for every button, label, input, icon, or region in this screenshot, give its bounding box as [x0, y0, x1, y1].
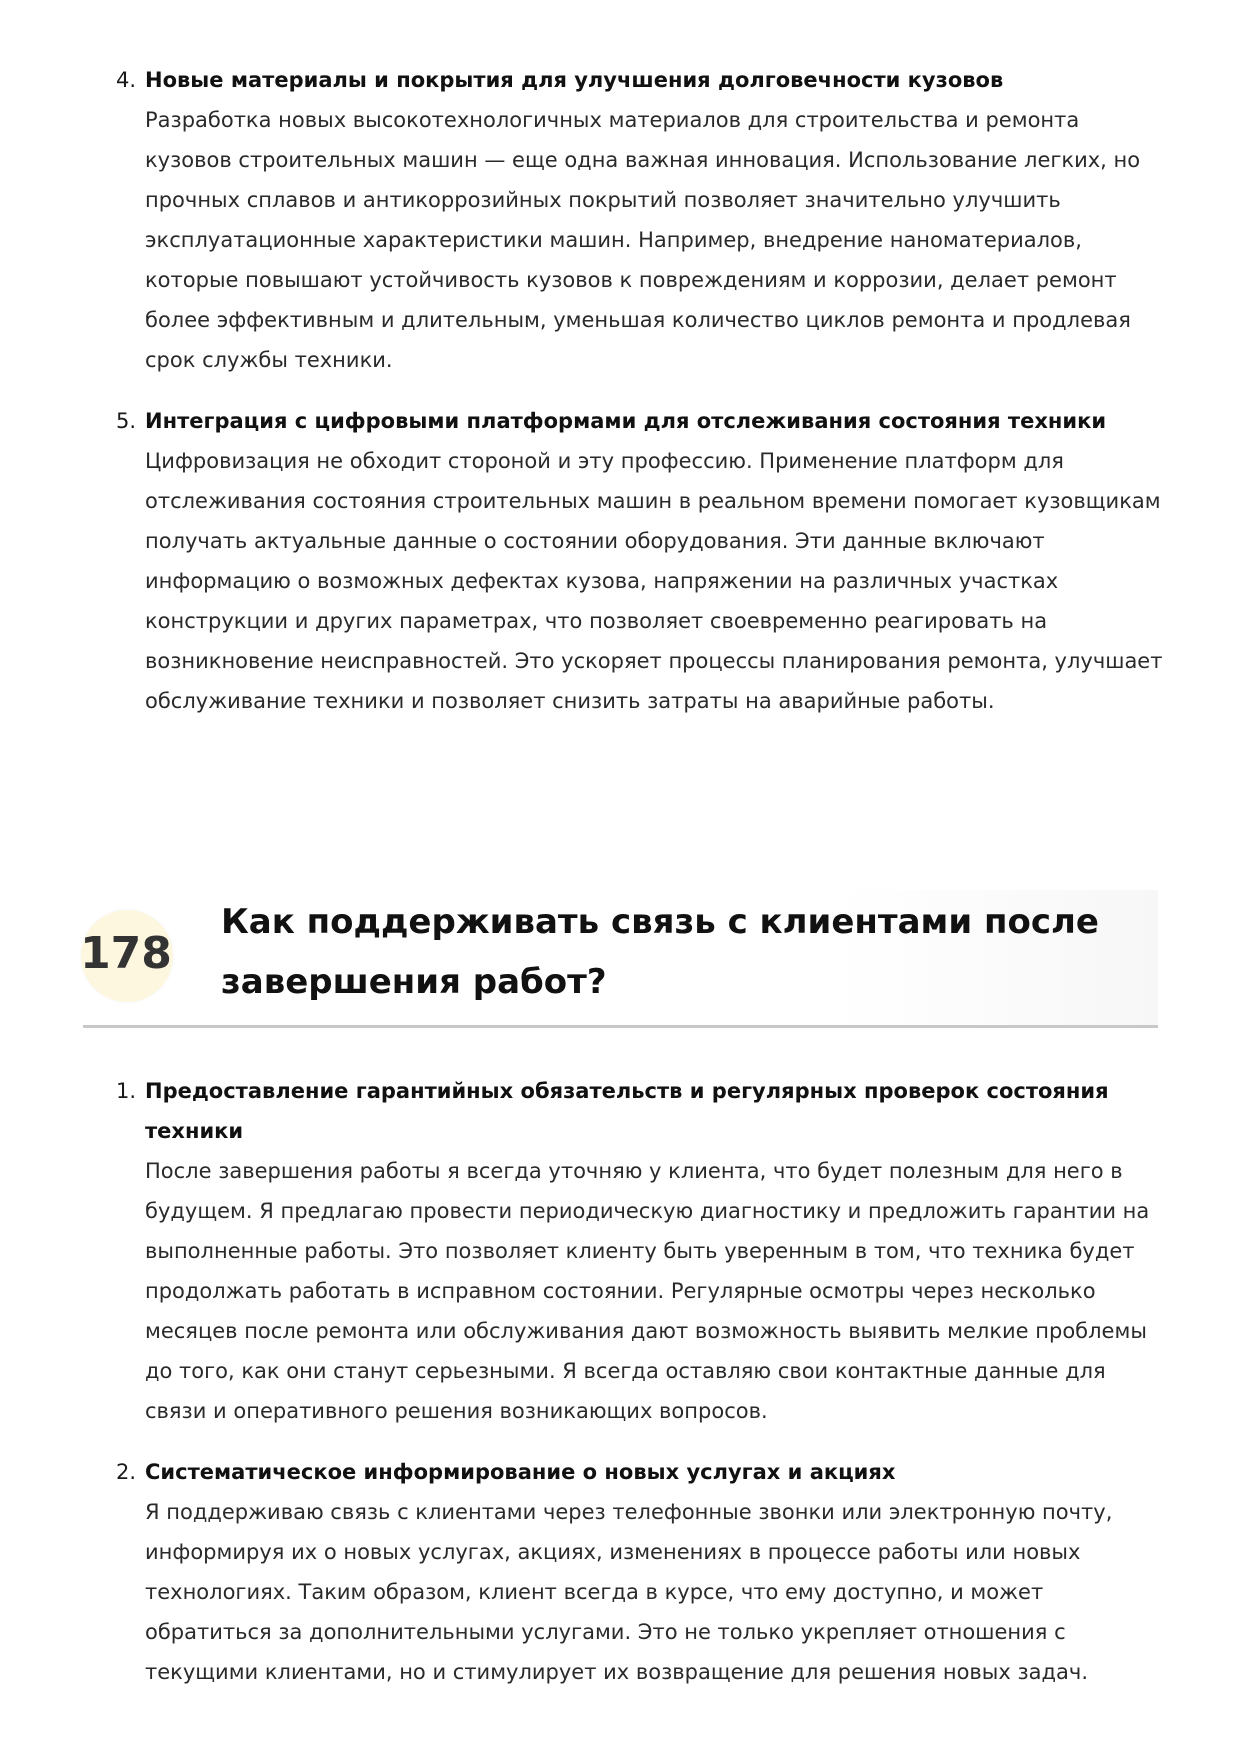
list-item-title: Интеграция с цифровыми платформами для отслеживания состояния техники	[145, 409, 1107, 433]
question-title: Как поддерживать связь с клиентами после завершения работ?	[221, 902, 1099, 1002]
question-number: 178	[80, 928, 172, 979]
list-item-number: 5.	[116, 409, 137, 433]
list-item-text: Я поддерживаю связь с клиентами через телефонные звонки или электронную почту, информируя их о новых услугах, акциях, изменениях в процессе работы или новых технологиях. Таким образом, клиент всегда в курсе, что ему доступно, и может обратиться за дополнительными услугами. Это не только укрепляет отношения с текущими клиентами, но и стимулирует их возвращение для решения новых задач.	[145, 1500, 1113, 1684]
list-item-title: Предоставление гарантийных обязательств и регулярных проверок состояния техники	[145, 1079, 1109, 1143]
list-item	[116, 60, 1165, 380]
list-item-title: Новые материалы и покрытия для улучшения долговечности кузовов	[145, 68, 1004, 92]
numbered-list-top	[116, 60, 1165, 721]
question-header	[80, 890, 1158, 1028]
numbered-list-bottom	[116, 1071, 1165, 1692]
list-item-number: 4.	[116, 68, 137, 92]
list-item-title: Систематическое информирование о новых услугах и акциях	[145, 1460, 896, 1484]
list-item-text: Разработка новых высокотехнологичных материалов для строительства и ремонта кузовов строительных машин — еще одна важная инновация. Использование легких, но прочных сплавов и антикоррозийных покрытий позволяет значительно улучшить эксплуатационные характеристики машин. Например, внедрение наноматериалов, которые повышают устойчивость кузовов к повреждениям и коррозии, делает ремонт более эффективным и длительным, уменьшая количество циклов ремонта и продлевая срок службы техники.	[145, 108, 1141, 372]
list-item-text: После завершения работы я всегда уточняю у клиента, что будет полезным для него в будущем. Я предлагаю провести периодическую диагностику и предложить гарантии на выполненные работы. Это позволяет клиенту быть уверенным в том, что техника будет продолжать работать в исправном состоянии. Регулярные осмотры через несколько месяцев после ремонта или обслуживания дают возможность выявить мелкие проблемы до того, как они станут серьезными. Я всегда оставляю свои контактные данные для связи и оперативного решения возникающих вопросов.	[145, 1159, 1150, 1423]
list-item-number: 1.	[116, 1079, 137, 1103]
list-item	[116, 1452, 1165, 1692]
list-item-text: Цифровизация не обходит стороной и эту профессию. Применение платформ для отслеживания состояния строительных машин в реальном времени помогает кузовщикам получать актуальные данные о состоянии оборудования. Эти данные включают информацию о возможных дефектах кузова, напряжении на различных участках конструкции и других параметрах, что позволяет своевременно реагировать на возникновение неисправностей. Это ускоряет процессы планирования ремонта, улучшает обслуживание техники и позволяет снизить затраты на аварийные работы.	[145, 449, 1163, 713]
list-item	[116, 401, 1165, 721]
list-item	[116, 1071, 1165, 1431]
list-item-number: 2.	[116, 1460, 137, 1484]
